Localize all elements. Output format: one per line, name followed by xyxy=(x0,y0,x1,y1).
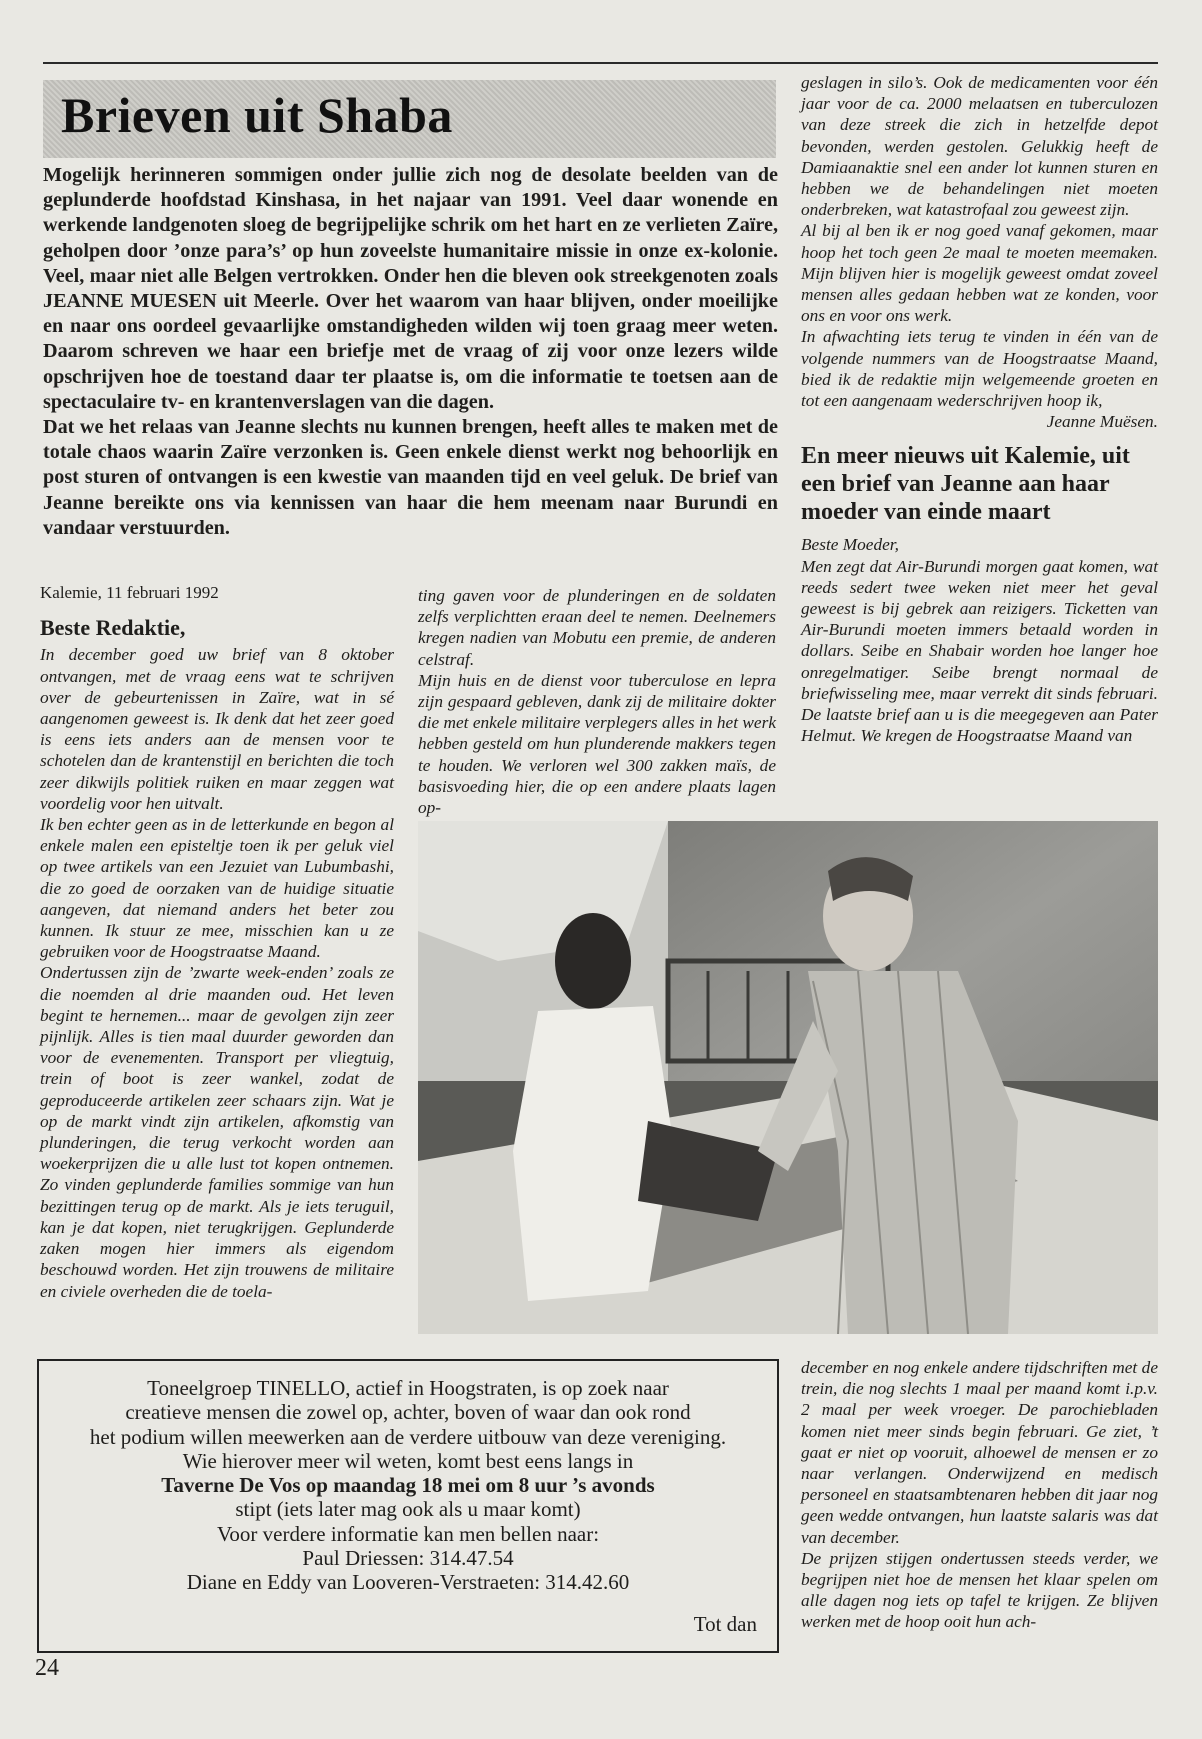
letter-paragraph: Mijn huis en de dienst voor tuberculose en lepra zijn gespaard gebleven, dank zij de militaire dokter die met enkele militaire verplegers alles in het werk hebben gesteld om hun plunderende makkers tegen te houden. We verloren wel 300 zakken maïs, de basisvoeding hier, die op een andere plaats lagen op- xyxy=(418,670,776,818)
lead-text: Mogelijk herinneren sommigen onder jullie zich nog de desolate beelden van de geplunderde hoofdstad Kinshasa, in het najaar van 1991. Veel daar wonende en werkende landgenoten sloeg de begrijpelijke schrik om het hart en ze verlieten Zaïre, geholpen door ’onze para’s’ op hun zoveelste humanitaire missie in onze ex-kolonie. Veel, maar niet alle Belgen vertrokken. Onder hen die bleven ook streekgenoten zoals JEANNE MUESEN uit Meerle. Over het waarom van haar blijven, onder moeilijke en naar ons oordeel gevaarlijke omstandigheden wilden wij toen graag meer weten. Daarom schreven we haar een briefje met de vraag of zij voor onze lezers wilde opschrijven hoe de toestand daar ter plaatse is, om die informatie te toetsen aan de spectaculaire tv- en krantenverslagen van die dagen. xyxy=(43,164,778,413)
notice-closing: Tot dan xyxy=(693,1611,757,1636)
letter-paragraph: ting gaven voor de plunderingen en de soldaten zelfs verplichtten eraan deel te nemen. Deelnemers kregen nadien van Mobutu een premie, de anderen celstraf. xyxy=(418,586,776,669)
lead-paragraph xyxy=(43,163,778,541)
section-heading: En meer nieuws uit Kalemie, uit een brief van Jeanne aan haar moeder van einde maart xyxy=(801,443,1130,526)
letter-paragraph: geslagen in silo’s. Ook de medicamenten voor één jaar voor de ca. 2000 melaatsen en tuberculozen van deze streek die zich in hetzelfde depot bevonden, werden gestolen. Gelukkig heeft de Damiaanaktie snel een ander lot kunnen sturen en hebben we de behandelingen niet moeten onderbreken, wat katastrofaal zou geweest zijn. xyxy=(801,73,1158,220)
letter-paragraph: In december goed uw brief van 8 oktober ontvangen, met de vraag eens wat te schrijven over de gebeurtenissen in Zaïre, wat in sé aangenomen geweest is. Ik denk dat het zeer goed is eens iets anders aan de mensen voor te schotelen dan de krantenstijl en berichten die toch zeer dikwijls politiek ruiken en maar zeggen wat voordelig voor hen uitvalt. xyxy=(40,645,394,813)
letter-paragraph: Ondertussen zijn de ’zwarte week-enden’ zoals ze die noemden al drie maanden oud. Het leven begint te hernemen... maar de gevolgen zijn zeer pijnlijk. Alles is tien maal duurder geworden dan voor de evenementen. Transport per vliegtuig, trein of boot is zeer wankel, zodat de geproduceerde artikelen zeer schaars zijn. Wat je op de markt vindt zijn artikelen, afkomstig van plunderingen, die terug verkocht worden aan woekerprijzen die u alle lust tot kopen ontnemen. Zo vinden geplunderde families sommige van hun bezittingen terug op de markt. Als je iets teruguil, kan je dat kopen, niet terugkrijgen. Geplunderde zaken mogen hier immers als eigendom beschouwd worden. Het zijn trouwens de militaire en civiele overheden die de toela- xyxy=(40,963,394,1301)
salutation: Beste Redaktie, xyxy=(40,615,186,641)
letter-column-1 xyxy=(40,582,394,1302)
letter-paragraph: Ik ben echter geen as in de letterkunde en begon al enkele malen een episteltje toen ik per geluk viel op twee artikels van een Jezuiet van Lubumbashi, die zo goed de oorzaken van de huidige situatie aangeven, dat niemand anders het beter zou kunnen. Ik stuur ze mee, misschien kan u ze gebruiken voor de Hoogstraatse Maand. xyxy=(40,815,394,962)
dateline: Kalemie, 11 februari 1992 xyxy=(40,583,219,602)
letter-column-3 xyxy=(801,72,1158,746)
notice-line: Toneelgroep TINELLO, actief in Hoogstraten, is op zoek naar xyxy=(147,1376,669,1400)
salutation: Beste Moeder, xyxy=(801,535,899,555)
tinello-notice-box xyxy=(37,1359,779,1653)
title-banner xyxy=(43,80,776,158)
notice-line: creatieve mensen die zowel op, achter, boven of waar dan ook rond xyxy=(125,1400,691,1425)
notice-line: Voor verdere informatie kan men bellen naar: xyxy=(216,1521,600,1546)
notice-contact: Diane en Eddy van Looveren-Verstraeten: 314.42.60 xyxy=(186,1570,630,1595)
page-number: 24 xyxy=(35,1655,59,1681)
letter-paragraph: In afwachting iets terug te vinden in één van de volgende nummers van de Hoogstraatse Maand, bied ik de redaktie mijn welgemeende groeten en tot een aangenaam wederschrijven hoop ik, xyxy=(801,327,1158,411)
notice-line: stipt (iets later mag ook als u maar komt) xyxy=(235,1497,581,1522)
letter-column-2 xyxy=(418,585,776,818)
signature: Jeanne Muësen. xyxy=(1046,412,1158,432)
letter-column-3-bottom xyxy=(801,1357,1158,1633)
photo-patient-and-nurse xyxy=(418,821,1158,1334)
letter-paragraph: Men zegt dat Air-Burundi morgen gaat komen, wat reeds sedert twee weken niet meer het geval geweest is bij gebrek aan reizigers. Ticketten van Air-Burundi moeten immers betaald worden in dollars. Seibe en Shabair worden hoe langer hoe onregelmatiger. Seibe brengt normaal de briefwisseling mee, maar verrekt dit sinds februari. De laatste brief aan u is die meegegeven aan Pater Helmut. We kregen de Hoogstraatse Maand van xyxy=(801,556,1158,746)
letter-paragraph: december en nog enkele andere tijdschriften met de trein, die nog slechts 1 maal per maand komt i.p.v. 2 maal per week vroeger. De parochiebladen komen niet meer sinds begin februari. Ge ziet, ’t gaat er niet op vooruit, alhoewel de mensen er zo naar verlangen. Onderwijzend en medisch personeel en staatsambtenaren hebben dit jaar nog geen wedde ontvangen, hun laatste salaris was dat van december. xyxy=(801,1358,1158,1547)
notice-venue: Taverne De Vos op maandag 18 mei om 8 uur ’s avonds xyxy=(161,1473,655,1498)
notice-contact: Paul Driessen: 314.47.54 xyxy=(302,1546,514,1571)
letter-paragraph: Al bij al ben ik er nog goed vanaf gekomen, maar hoop het toch geen 2e maal te moeten meemaken. Mijn blijven hier is mogelijk geweest omdat zoveel mensen alles gedaan hebben wat ze konden, voor ons en voor ons werk. xyxy=(801,221,1158,326)
lead-text-2: Dat we het relaas van Jeanne slechts nu kunnen brengen, heeft alles te maken met de totale chaos waarin Zaïre verzonken is. Geen enkele dienst werkt nog behoorlijk en post sturen of ontvangen is een kwestie van maanden tijd en veel geluk. De brief van Jeanne bereikte ons via kennissen van haar die hem meenam naar Burundi en vandaar verstuurden. xyxy=(43,416,778,539)
letter-paragraph: De prijzen stijgen ondertussen steeds verder, we begrijpen niet hoe de mensen het klaar spelen om alle dagen nog iets op tafel te krijgen. Ze blijven werken met de hoop ooit hun ach- xyxy=(801,1548,1158,1632)
notice-line: het podium willen meewerken aan de verdere uitbouw van deze vereniging. xyxy=(89,1424,727,1449)
page-title: Brieven uit Shaba xyxy=(61,87,453,143)
notice-line: Wie hierover meer wil weten, komt best eens langs in xyxy=(182,1448,634,1473)
top-rule xyxy=(43,62,1158,64)
